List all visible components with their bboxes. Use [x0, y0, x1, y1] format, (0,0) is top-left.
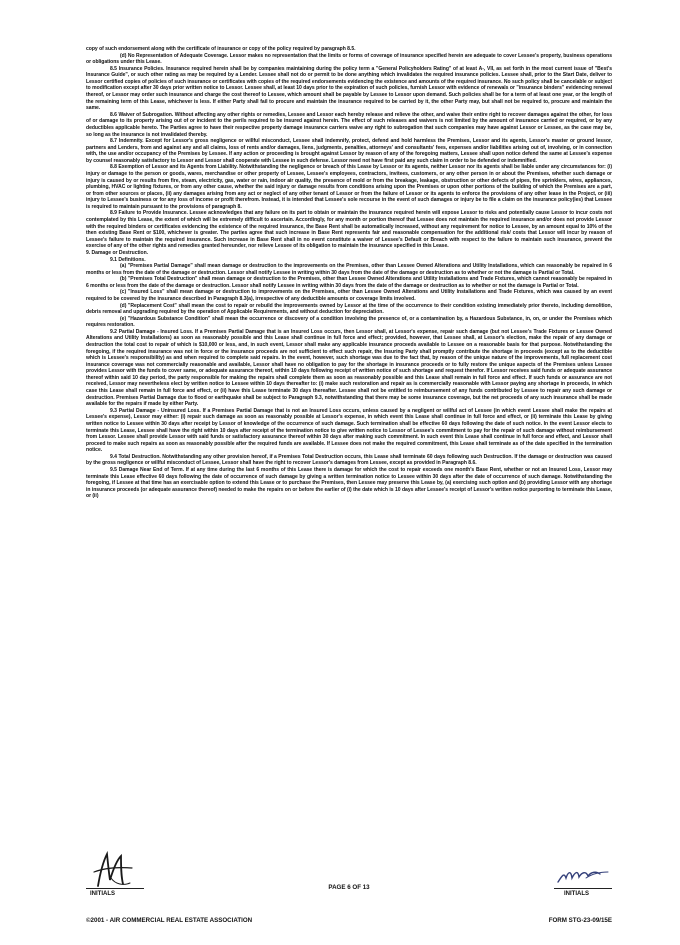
form-identifier: FORM STG-23-09/15E — [548, 917, 612, 924]
signature-initials-right-icon — [556, 850, 610, 890]
paragraph-8-9: 8.9 Failure to Provide Insurance. Lessee acknowledges that any failure on its part to obtain or maintain the insurance required herein will expose Lessor to risks and potentially cause Lessor to incur costs not contemplated by this Lease, the extent of which will be extremely difficult to ascertain. Accordingly, for any month or portion thereof that Lessee does not maintain the required insurance and/or does not provide Lessor with the required binders or certificates evidencing the existence of the required insurance, the Base Rent shall be automatically increased, without any requirement for notice to Lessee, by an amount equal to 10% of the then existing Base Rent or $100, whichever is greater. The parties agree that such increase in Base Rent represents fair and reasonable compensation for the additional risk/ costs that Lessor will incur by reason of Lessee's failure to maintain the required insurance. Such increase in Base Rent shall in no event constitute a waiver of Lessee's Default or Breach with respect to the failure to maintain such insurance, prevent the exercise of any of the other rights and remedies granted hereunder, nor relieve Lessee of its obligation to maintain the insurance specified in this Lease. — [86, 210, 612, 250]
initials-box-left — [86, 850, 156, 902]
paragraph-8-5: 8.5 Insurance Policies. Insurance required herein shall be by companies maintaining during the policy term a "General Policyholders Rating" of at least A-, VII, as set forth in the most current issue of "Best's Insurance Guide", or such other rating as may be required by a Lender. Lessee shall not do or permit to be done anything which invalidates the required insurance policies. Lessee shall, prior to the Start Date, deliver to Lessor certified copies of policies of such insurance or certificates with copies of the required endorsements evidencing the existence and amounts of the required insurance. No such policy shall be cancelable or subject to modification except after 30 days prior written notice to Lessor. Lessee shall, at least 10 days prior to the expiration of such policies, furnish Lessor with evidence of renewals or "insurance binders" evidencing renewal thereof, or Lessor may order such insurance and charge the cost thereof to Lessee, which amount shall be payable by Lessee to Lessor upon demand. Such policies shall be for a term of at least one year, or the length of the remaining term of this Lease, whichever is less. If either Party shall fail to procure and maintain the insurance required to be carried by it, the other Party may, but shall not be required to, procure and maintain the same. — [86, 65, 612, 112]
paragraph-9-5: 9.5 Damage Near End of Term. If at any time during the last 6 months of this Lease there is damage for which the cost to repair exceeds one month's Base Rent, whether or not an Insured Loss, Lessor may terminate this Lease effective 60 days following the date of occurrence of such damage by giving a written termination notice to Lessee within 30 days after the date of occurrence of such damage. Notwithstanding the foregoing, if Lessee at that time has an exercisable option to extend this Lease or to purchase the Premises, then Lessee may preserve this Lease by, (a) exercising such option and (b) providing Lessor with any shortage in insurance proceeds (or adequate assurance thereof) needed to make the repairs on or before the earlier of (i) the date which is 10 days after Lessee's receipt of Lessor's written notice purporting to terminate this Lease, or (ii) — [86, 467, 612, 500]
initials-line-right — [554, 888, 612, 889]
paragraph-9-1: 9.1 Definitions. — [110, 256, 146, 263]
paragraph-9-1e: (e) "Hazardous Substance Condition" shall mean the occurrence or discovery of a condition involving the presence of, or a contamination by, a Hazardous Substance, in, on, or under the Premises which requires restoration. — [86, 315, 612, 329]
paragraph-continuation-8-4c: copy of such endorsement along with the certificate of insurance or copy of the policy required by paragraph 8.5. — [86, 46, 356, 52]
lease-body-text — [86, 46, 612, 846]
paragraph-9-4: 9.4 Total Destruction. Notwithstanding any other provision hereof, if a Premises Total Destruction occurs, this Lease shall terminate 60 days following such Destruction. If the damage or destruction was caused by the gross negligence or willful misconduct of Lessee, Lessor shall have the right to recover Lessor's damages from Lessee, except as provided in Paragraph 8.6. — [86, 453, 612, 467]
paragraph-9-1b: (b) "Premises Total Destruction" shall mean damage or destruction to the Premises, other than Lessee Owned Alterations and Utility Installations and Trade Fixtures, which cannot reasonably be repaired in 6 months or less from the date of the damage or destruction. Lessor shall notify Lessee in writing within 30 days from the date of the damage or destruction as to whether or not the damage is Partial or Total. — [86, 276, 612, 289]
paragraph-9-1d: (d) "Replacement Cost" shall mean the cost to repair or rebuild the improvements owned by Lessor at the time of the occurrence to their condition existing immediately prior thereto, including demolition, debris removal and upgrading required by the operation of Applicable Requirements, and without deduction for depreciation. — [86, 302, 612, 316]
page-footer — [86, 850, 612, 930]
section-heading-9: 9. Damage or Destruction. — [86, 249, 149, 256]
initials-label-left: INITIALS — [90, 891, 115, 897]
paragraph-8-8: 8.8 Exemption of Lessor and its Agents from Liability. Notwithstanding the negligence or breach of this Lease by Lessor or its agents, neither Lessor nor its agents shall be liable under any circumstances for: (i) injury or damage to the person or goods, wares, merchandise or other property of Lessee, Lessee's employees, contractors, invitees, customers, or any other person in or about the Premises, whether such damage or injury is caused by or results from fire, steam, electricity, gas, water or rain, indoor air quality, the presence of mold or from the breakage, leakage, obstruction or other defects of pipes, fire sprinklers, wires, appliances, plumbing, HVAC or lighting fixtures, or from any other cause, whether the said injury or damage results from conditions arising upon the Premises or upon other portions of the building of which the Premises are a part, or from other sources or places, (ii) any damages arising from any act or neglect of any other tenant of Lessor or from the failure of Lessor or its agents to enforce the provisions of any other lease in the Project, or (iii) injury to Lessee's business or for any loss of income or profit therefrom. Instead, it is intended that Lessee's sole recourse in the event of such damages or injury be to file a claim on the insurance policy(ies) that Lessee is required to maintain pursuant to the provisions of paragraph 8. — [86, 164, 612, 210]
copyright-notice: ©2001 - AIR COMMERCIAL REAL ESTATE ASSOCIATION — [86, 917, 253, 924]
initials-label-right: INITIALS — [564, 891, 589, 897]
paragraph-9-2: 9.2 Partial Damage - Insured Loss. If a Premises Partial Damage that is an Insured Loss occurs, then Lessor shall, at Lessor's expense, repair such damage (but not Lessee's Trade Fixtures or Lessee Owned Alterations and Utility Installations) as soon as reasonably possible and this Lease shall continue in full force and effect; provided, however, that Lessee shall, at Lessor's election, make the repair of any damage or destruction the total cost to repair of which is $10,000 or less, and, in such event, Lessor shall make any applicable insurance proceeds available to Lessee on a reasonable basis for that purpose. Notwithstanding the foregoing, if the required insurance was not in force or the insurance proceeds are not sufficient to effect such repair, the Insuring Party shall promptly contribute the shortage in proceeds (except as to the deductible which is Lessee's responsibility) as and when required to complete said repairs. In the event, however, such shortage was due to the fact that, by reason of the unique nature of the improvements, full replacement cost insurance coverage was not commercially reasonable and available, Lessor shall have no obligation to pay for the shortage in insurance proceeds or to fully restore the unique aspects of the Premises unless Lessee provides Lessor with the funds to cover same, or adequate assurance thereof, within 10 days following receipt of written notice of such shortage and request therefor. If Lessor receives said funds or adequate assurance thereof within said 10 day period, the party responsible for making the repairs shall complete them as soon as reasonably possible and this Lease shall remain in full force and effect. If such funds or assurance are not received, Lessor may nevertheless elect by written notice to Lessee within 10 days thereafter to: (i) make such restoration and repair as is commercially reasonable with Lessor paying any shortage in proceeds, in which case this Lease shall remain in full force and effect, or (ii) have this Lease terminate 30 days thereafter. Lessee shall not be entitled to reimbursement of any funds contributed by Lessee to repair any such damage or destruction. Premises Partial Damage due to flood or earthquake shall be subject to Paragraph 9.3, notwithstanding that there may be some insurance coverage, but the net proceeds of any such insurance shall be made available for the repairs if made by either Party. — [86, 328, 612, 408]
paragraph-8-7: 8.7 Indemnity. Except for Lessor's gross negligence or willful misconduct, Lessee shall indemnify, protect, defend and hold harmless the Premises, Lessor and its agents, Lessor's master or ground lessor, partners and Lenders, from and against any and all claims, loss of rents and/or damages, liens, judgments, penalties, attorneys' and consultants' fees, expenses and/or liabilities arising out of, involving, or in connection with, the use and/or occupancy of the Premises by Lessee. If any action or proceeding is brought against Lessor by reason of any of the foregoing matters, Lessee shall upon notice defend the same at Lessee's expense by counsel reasonably satisfactory to Lessor and Lessor shall cooperate with Lessee in such defense. Lessor need not have first paid any such claim in order to be defended or indemnified. — [86, 138, 612, 164]
paragraph-9-1c: (c) "Insured Loss" shall mean damage or destruction to improvements on the Premises, other than Lessee Owned Alterations and Utility Installations and Trade Fixtures, which was caused by an event required to be covered by the insurance described in Paragraph 8.3(a), irrespective of any deductible amounts or coverage limits involved. — [86, 289, 612, 302]
paragraph-9-3: 9.3 Partial Damage - Uninsured Loss. If a Premises Partial Damage that is not an Insured Loss occurs, unless caused by a negligent or willful act of Lessee (in which event Lessee shall make the repairs at Lessee's expense), Lessor may either: (i) repair such damage as soon as reasonably possible at Lessor's expense, in which event this Lease shall continue in full force and effect, or (ii) terminate this Lease by giving written notice to Lessee within 30 days after receipt by Lessor of knowledge of the occurrence of such damage. Such termination shall be effective 60 days following the date of such notice. In the event Lessor elects to terminate this Lease, Lessee shall have the right within 10 days after receipt of the termination notice to give written notice to Lessor of Lessee's commitment to pay for the repair of such damage without reimbursement from Lessor. Lessee shall provide Lessor with said funds or satisfactory assurance thereof within 30 days after making such commitment. In such event this Lease shall continue in full force and effect, and Lessor shall proceed to make such repairs as soon as reasonably possible after the required funds are available. If Lessee does not make the required commitment, this Lease shall terminate as of the date specified in the termination notice. — [86, 407, 612, 454]
initials-box-right — [542, 850, 612, 902]
paragraph-8-6: 8.6 Waiver of Subrogation. Without affecting any other rights or remedies, Lessee and Lessor each hereby release and relieve the other, and waive their entire right to recover damages against the other, for loss of or damage to its property arising out of or incident to the perils required to be insured against herein. The effect of such releases and waivers is not limited by the amount of insurance carried or required, or by any deductibles applicable hereto. The Parties agree to have their respective property damage insurance carriers waive any right to subrogation that such companies may have against Lessor or Lessee, as the case may be, so long as the insurance is not invalidated thereby. — [86, 111, 612, 138]
paragraph-8-4d: (d) No Representation of Adequate Coverage. Lessor makes no representation that the limits or forms of coverage of insurance specified herein are adequate to cover Lessee's property, business operations or obligations under this Lease. — [86, 52, 612, 66]
page-number: PAGE 6 OF 13 — [328, 884, 370, 891]
paragraph-9-1a: (a) "Premises Partial Damage" shall mean damage or destruction to the improvements on the Premises, other than Lessee Owned Alterations and Utility Installations, which can reasonably be repaired in 6 months or less from the date of the damage or destruction. Lessor shall notify Lessee in writing within 30 days from the date of the damage or destruction as to whether or not the damage is Partial or Total. — [86, 263, 612, 276]
